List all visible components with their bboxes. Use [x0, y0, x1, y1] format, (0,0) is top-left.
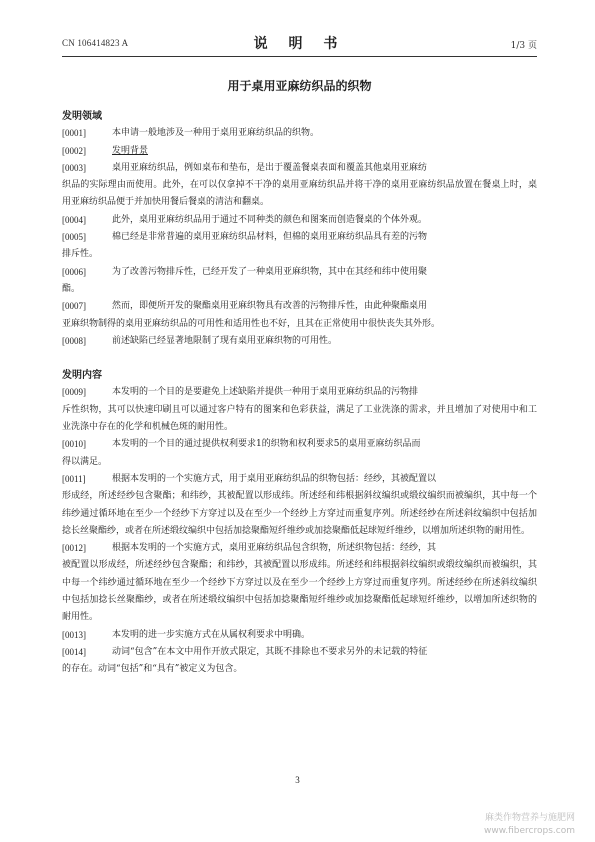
paragraph-number: [0002]: [62, 145, 86, 156]
paragraph-0006: [62, 264, 537, 299]
paragraph-0011: [62, 471, 537, 540]
paragraph-0010: [62, 436, 537, 471]
paragraph-text-first: 为了改善污物排斥性，已经开发了一种桌用亚麻织物，其中在其经和纬中使用聚: [112, 266, 428, 277]
paragraph-text-rest: 得以满足。: [62, 456, 108, 467]
paragraph-text-rest: 亚麻织物制得的桌用亚麻纺织品的可用性和适用性也不好，且其在正常使用中很快丧失其外形。: [62, 318, 441, 329]
paragraph-number: [0006]: [62, 266, 86, 277]
subheading-background: 发明背景: [112, 145, 149, 156]
paragraph-text-first: 根据本发明的一个实施方式，桌用亚麻纺织品包含织物，所述织物包括：经纱，其: [112, 543, 437, 554]
paragraph-text-first: 本发明的一个目的是要避免上述缺陷并提供一种用于桌用亚麻纺织品的污物排: [112, 387, 419, 398]
paragraph-0003: [62, 160, 537, 212]
document-body: [62, 108, 537, 679]
paragraph-text: 此外，桌用亚麻纺织品用于通过不同种类的颜色和图案而创造餐桌的个体外观。: [112, 214, 428, 225]
paragraph-0008: [62, 333, 537, 350]
paragraph-0005: [62, 229, 537, 264]
paragraph-number: [0008]: [62, 335, 86, 346]
paragraph-text-rest: 织品的实际理由而使用。此外，在可以仅拿掉不干净的桌用亚麻纺织品并将干净的桌用亚麻纺织品放置在餐桌上时，桌用亚麻纺织品便于并加快用餐后餐桌的清洁和翻桌。: [62, 180, 537, 208]
paragraph-number: [0013]: [62, 629, 86, 640]
paragraph-text-rest: 形成经，所述经纱包含聚酯；和纬纱，其被配置以形成纬。所述经和纬根据斜纹编织或缎纹编织而被编织，其中每一个纬纱通过循环地在至少一个经纱下方穿过以及在至少一个经纱上方穿过而重复序列。所述经纱在所述斜纹编织中包括加捻长丝聚酯纱，或者在所述缎纹编织中包括加捻聚酯短纤维纱或加捻聚酯低起球短纤维纱，以增加所述织物的耐用性。: [62, 491, 537, 536]
paragraph-number: [0009]: [62, 387, 86, 398]
document-type-title: 说 明 书: [253, 36, 346, 52]
paragraph-number: [0004]: [62, 214, 86, 225]
section-spacer: [62, 350, 537, 367]
paragraph-text: 本发明的进一步实施方式在从属权利要求中明确。: [112, 629, 311, 640]
paragraph-number: [0011]: [62, 473, 86, 484]
paragraph-number: [0001]: [62, 128, 86, 139]
paragraph-text-rest: 斥性织物，其可以快速印刷且可以通过客户特有的图案和色彩获益，满足了工业洗涤的需求，并且增加了对使用中和工业洗涤中存在的化学和机械色斑的耐用性。: [62, 404, 537, 433]
paragraph-text-rest: 的存在。动词“包括”和“具有”被定义为包含。: [62, 664, 243, 675]
watermark-line-1: 麻类作物营养与施肥网: [484, 813, 575, 823]
paragraph-number: [0014]: [62, 646, 86, 657]
paragraph-0002: [62, 143, 537, 160]
paragraph-number: [0003]: [62, 162, 86, 173]
paragraph-0007: [62, 298, 537, 333]
paragraph-text-first: 动词“包含”在本文中用作开放式限定，其既不排除也不要求另外的未记载的特征: [112, 646, 428, 657]
paragraph-number: [0007]: [62, 301, 86, 312]
page-info: 1/3 页: [510, 41, 537, 51]
paragraph-text: 前述缺陷已经显著地限制了现有桌用亚麻织物的可用性。: [112, 335, 338, 346]
page-header: [62, 34, 537, 54]
paragraph-text-rest: 酯。: [62, 283, 81, 294]
paragraph-number: [0012]: [62, 543, 86, 554]
watermark: [484, 812, 575, 838]
paragraph-text-rest: 被配置以形成经，所述经纱包含聚酯；和纬纱，其被配置以形成纬。所述经和纬根据斜纹编织或缎纹编织而被编织，其中每一个纬纱通过循环地在至少一个经纱下方穿过以及在至少一个经纱上方穿过而重复序列。所述经纱在所述斜纹编织中包括加捻长丝聚酯纱，或者在所述缎纹编织中包括加捻聚酯短纤维纱或加捻聚酯低起球短纤维纱，以增加所述织物的耐用性。: [62, 560, 537, 623]
paragraph-text: 本申请一般地涉及一种用于桌用亚麻纺织品的织物。: [112, 128, 320, 139]
section-heading-content: 发明内容: [62, 370, 102, 382]
paragraph-text-first: 然而，即便所开发的聚酯桌用亚麻织物具有改善的污物排斥性，由此种聚酯桌用: [112, 301, 428, 312]
publication-number: CN 106414823 A: [62, 38, 129, 48]
paragraph-0012: [62, 540, 537, 626]
page-number: 3: [295, 775, 300, 785]
paragraph-text-first: 棉已经是非常普遍的桌用亚麻纺织品材料，但棉的桌用亚麻纺织品具有差的污物: [112, 232, 428, 243]
paragraph-text-first: 桌用亚麻纺织品，例如桌布和垫布，是出于覆盖餐桌表面和覆盖其他桌用亚麻纺: [112, 162, 428, 173]
invention-title: 用于桌用亚麻纺织品的织物: [227, 79, 372, 93]
paragraph-0013: [62, 627, 537, 644]
paragraph-number: [0010]: [62, 439, 86, 450]
paragraph-text-first: 根据本发明的一个实施方式，用于桌用亚麻纺织品的织物包括：经纱，其被配置以: [112, 473, 437, 484]
paragraph-0001: [62, 125, 537, 142]
paragraph-text-rest: 排斥性。: [62, 249, 99, 260]
header-divider: [62, 56, 537, 57]
paragraph-0004: [62, 212, 537, 229]
paragraph-0014: [62, 644, 537, 679]
paragraph-number: [0005]: [62, 232, 86, 243]
section-heading-field: 发明领域: [62, 111, 102, 122]
paragraph-text-first: 本发明的一个目的通过提供权利要求1的织物和权利要求5的桌用亚麻纺织品而: [112, 439, 421, 450]
watermark-line-2: www.fibercrops.com: [484, 826, 575, 836]
paragraph-0009: [62, 384, 537, 436]
